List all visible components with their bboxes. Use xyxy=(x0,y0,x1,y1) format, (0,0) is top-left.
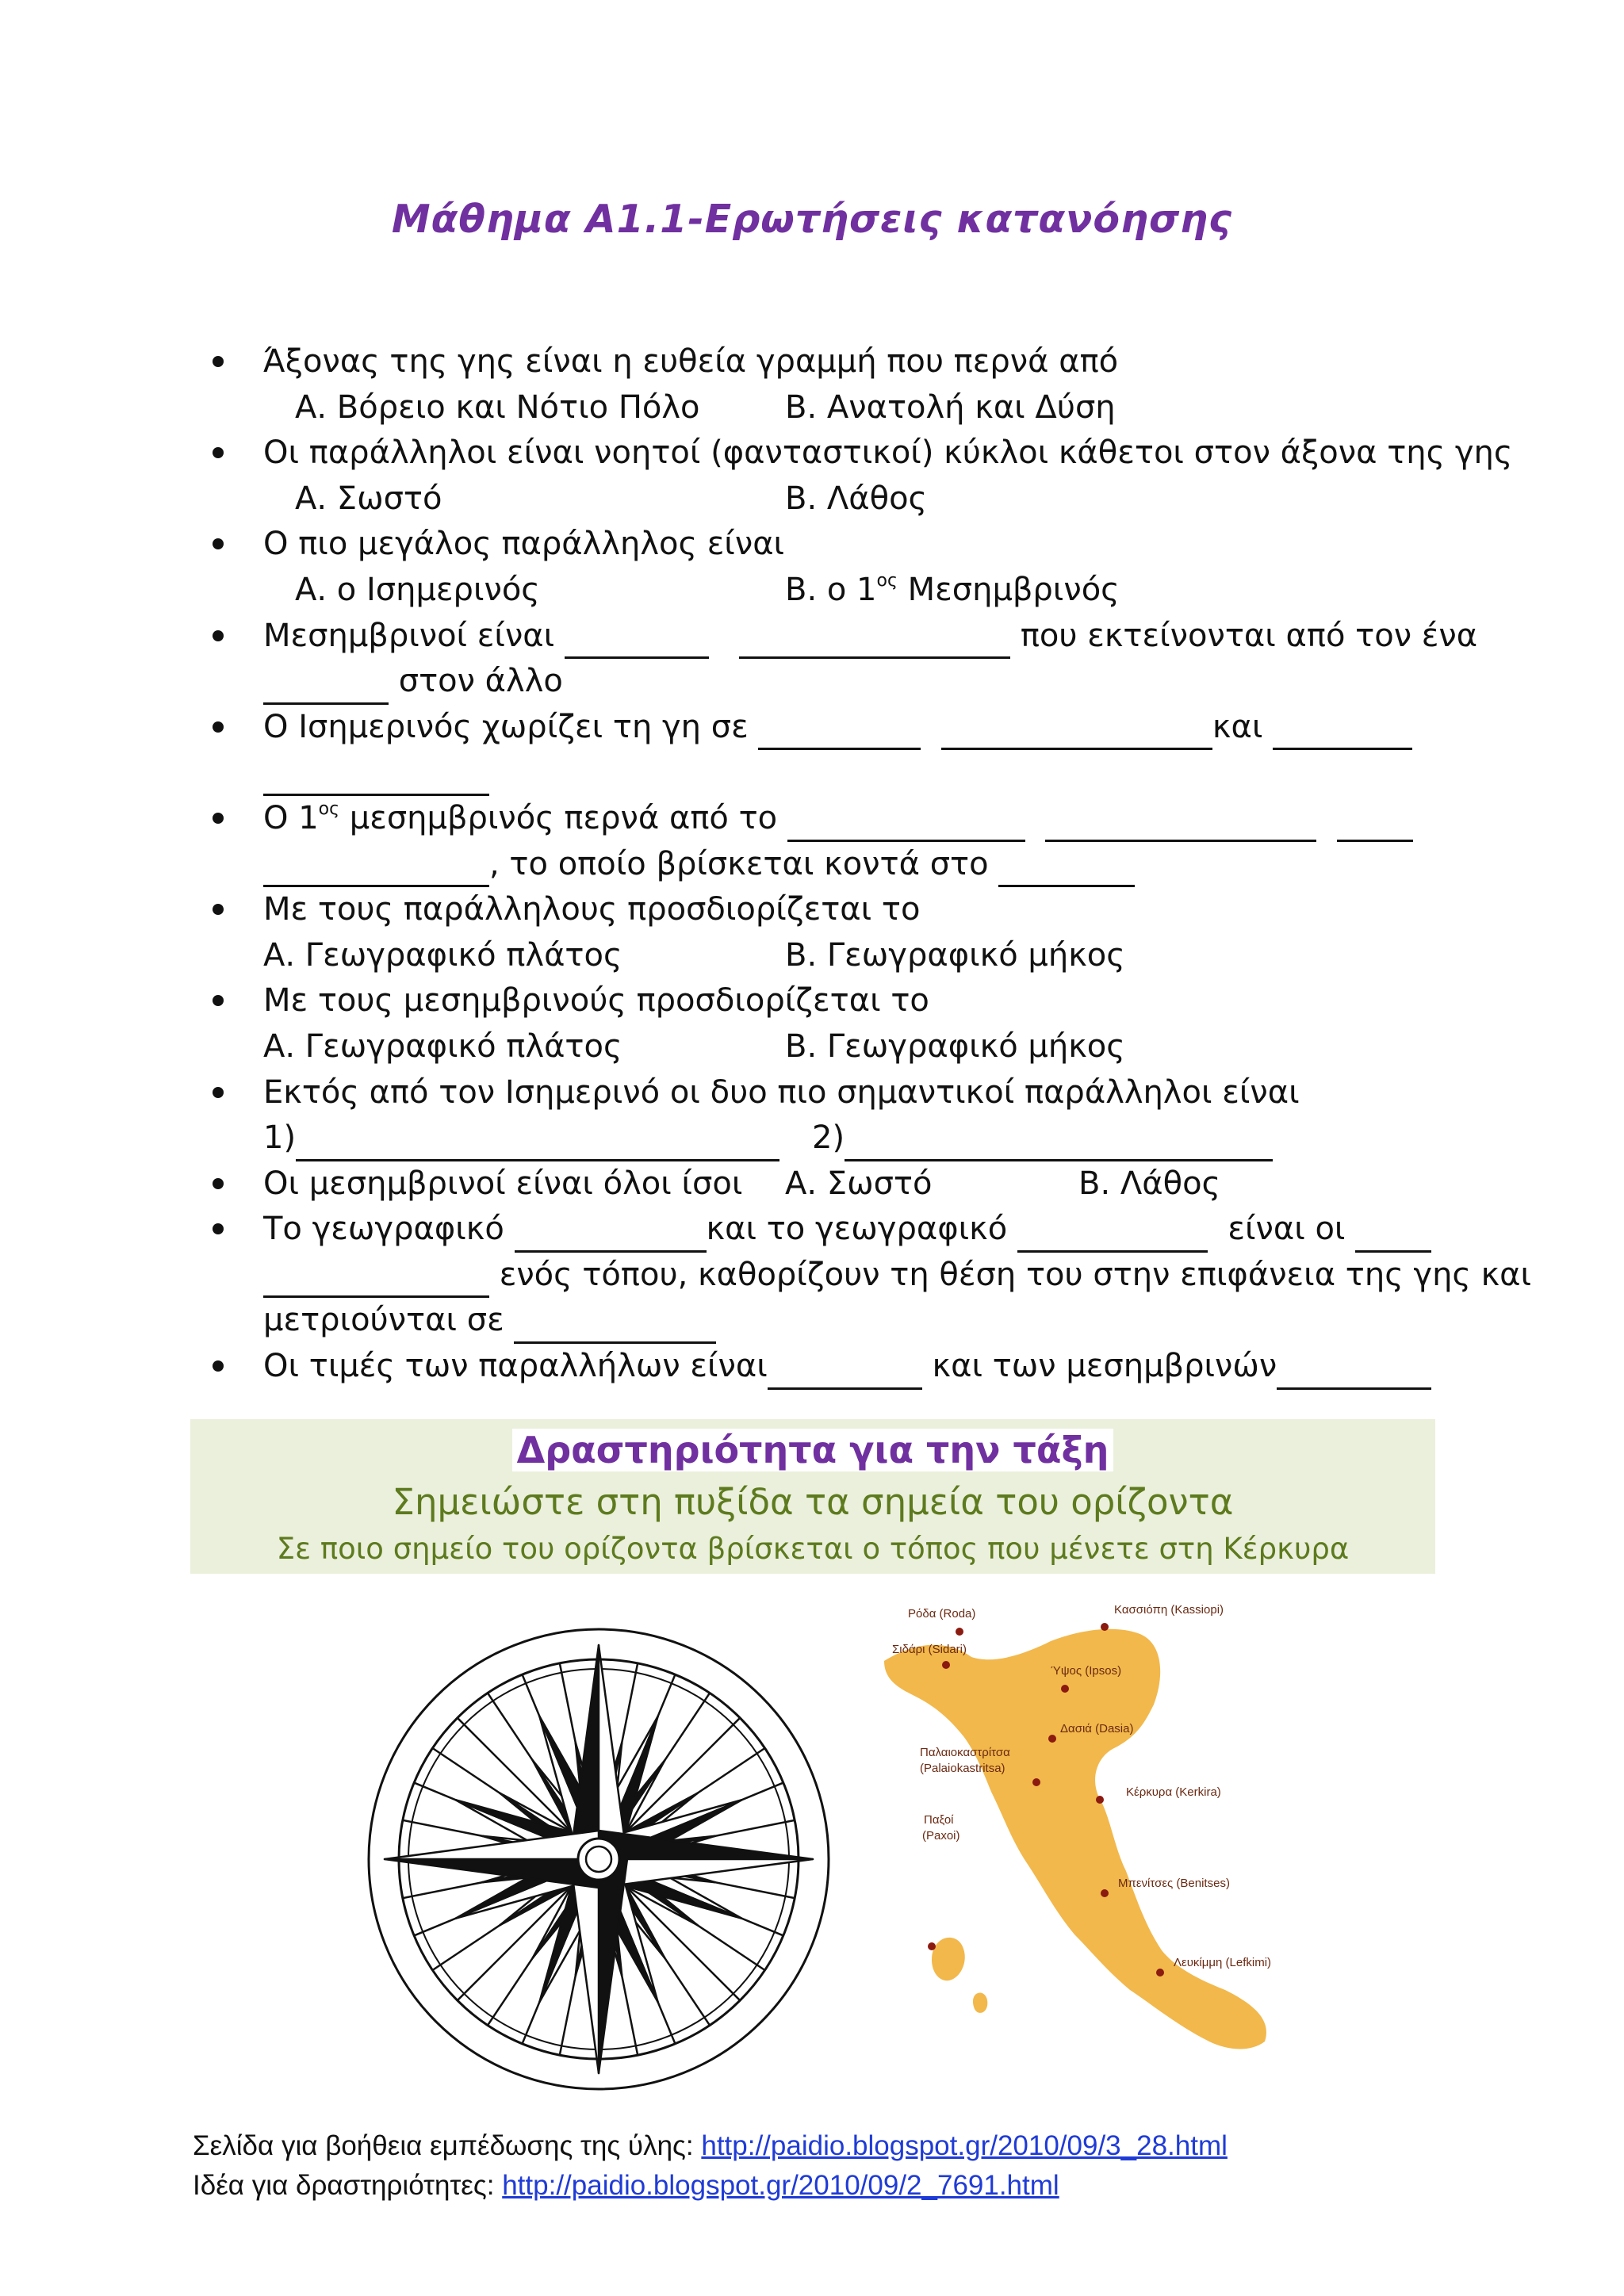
answer-blank[interactable] xyxy=(1277,1353,1431,1390)
label-lefkimi: Λευκίμμη (Lefkimi) xyxy=(1174,1956,1272,1969)
compass-point xyxy=(599,1831,813,1859)
map-marker xyxy=(942,1661,950,1669)
option-b[interactable] xyxy=(785,568,1120,614)
answer-blank[interactable] xyxy=(514,1307,716,1344)
question-text-cont: και xyxy=(1212,708,1263,745)
bullet xyxy=(213,1223,224,1234)
answer-blank[interactable] xyxy=(263,759,489,796)
label-kassiopi: Κασσιόπη (Kassiopi) xyxy=(1114,1603,1224,1617)
question-6 xyxy=(213,796,1450,842)
answer-blank[interactable] xyxy=(787,805,1025,842)
question-line xyxy=(263,1253,1531,1299)
bullet xyxy=(213,538,224,549)
activity-title: Δραστηριότητα για την τάξη xyxy=(512,1429,1114,1471)
question-text: Ο πιο μεγάλος παράλληλος είναι xyxy=(263,526,785,563)
question-9-answers xyxy=(213,1115,1450,1161)
option-b-prefix: Β. ο 1 xyxy=(785,571,877,608)
bullet xyxy=(213,721,224,733)
question-2 xyxy=(213,430,1513,476)
question-7 xyxy=(213,887,1450,933)
question-11-cont xyxy=(213,1298,1450,1344)
question-1-options xyxy=(213,385,1450,431)
option-a[interactable]: Α. Γεωγραφικό πλάτος xyxy=(263,936,622,974)
option-a[interactable]: Α. ο Ισημερινός xyxy=(295,571,540,608)
option-b-suffix: Μεσημβρινός xyxy=(897,571,1120,608)
answer-blank[interactable] xyxy=(263,850,489,887)
question-4-cont xyxy=(213,659,1450,705)
map-marker xyxy=(928,1942,936,1950)
label-sidari: Σιδάρι (Sidari) xyxy=(892,1643,967,1656)
bullet xyxy=(213,630,224,641)
question-11-cont xyxy=(213,1253,1532,1299)
question-line xyxy=(263,796,1413,842)
label-palaio1: Παλαιοκαστρίτσα xyxy=(920,1746,1010,1759)
question-12 xyxy=(213,1344,1450,1390)
activity-subtitle: Σημειώστε στη πυξίδα τα σημεία του ορίζοντα xyxy=(392,1481,1234,1523)
answer-blank[interactable] xyxy=(941,713,1212,750)
bullet xyxy=(213,447,224,458)
map-marker xyxy=(1048,1735,1056,1743)
question-9 xyxy=(213,1070,1450,1116)
question-11 xyxy=(213,1207,1450,1253)
label-benitses: Μπενίτσες (Benitses) xyxy=(1118,1877,1230,1890)
question-8 xyxy=(213,978,1450,1024)
bullet xyxy=(213,356,224,367)
question-3 xyxy=(213,522,1450,568)
option-a[interactable]: Α. Σωστό xyxy=(295,480,442,517)
answer-number: 2) xyxy=(812,1119,845,1157)
label-roda: Ρόδα (Roda) xyxy=(908,1607,976,1621)
footer-text: Ιδέα για δραστηριότητες: xyxy=(193,2170,503,2201)
paxoi-island-shape xyxy=(932,1938,965,1980)
question-line xyxy=(263,614,1477,660)
answer-blank[interactable] xyxy=(768,1353,922,1390)
label-dasia: Δασιά (Dasia) xyxy=(1060,1722,1134,1735)
compass-point xyxy=(599,1859,627,2073)
question-line xyxy=(263,1207,1431,1253)
answer-number: 1) xyxy=(263,1119,297,1157)
question-text-cont: είναι οι xyxy=(1228,1211,1346,1248)
compass-point xyxy=(599,1859,813,1888)
antipaxoi-island-shape xyxy=(973,1992,987,2012)
label-kerkyra: Κέρκυρα (Kerkira) xyxy=(1126,1785,1221,1799)
compass-point xyxy=(599,1645,627,1859)
question-text-end: μετριούνται σε xyxy=(263,1302,504,1339)
option-a[interactable]: Α. Σωστό xyxy=(785,1165,933,1202)
map-marker xyxy=(1101,1623,1109,1631)
activity-title-wrap xyxy=(190,1429,1435,1471)
answer-blank[interactable] xyxy=(263,1261,489,1298)
question-line xyxy=(263,842,1135,888)
answer-blank[interactable] xyxy=(998,850,1135,887)
question-text: Με τους μεσημβρινούς προσδιορίζεται το xyxy=(263,982,929,1020)
answer-blank[interactable] xyxy=(739,622,1010,659)
question-line xyxy=(263,659,563,705)
label-ipsos: Ύψος (Ipsos) xyxy=(1051,1664,1122,1678)
footer xyxy=(193,2126,1228,2206)
activity-box xyxy=(190,1419,1435,1574)
footer-line-2 xyxy=(193,2166,1228,2206)
question-6-cont xyxy=(213,842,1450,888)
compass-point xyxy=(385,1831,599,1859)
option-a[interactable]: Α. Γεωγραφικό πλάτος xyxy=(263,1027,622,1065)
question-text: Το γεωγραφικό xyxy=(263,1211,504,1248)
question-text: Οι μεσημβρινοί είναι όλοι ίσοι xyxy=(263,1165,743,1202)
answer-blank[interactable] xyxy=(263,668,389,705)
map-marker xyxy=(1101,1889,1109,1897)
answer-blank[interactable] xyxy=(296,1124,779,1161)
answer-1 xyxy=(263,1115,779,1161)
footer-line-1 xyxy=(193,2126,1228,2166)
question-text-end: , το οποίο βρίσκεται κοντά στο xyxy=(489,845,989,882)
answer-blank[interactable] xyxy=(1337,805,1413,842)
map-marker xyxy=(1032,1778,1040,1786)
bullet xyxy=(213,1087,224,1098)
footer-link-1[interactable]: http://paidio.blogspot.gr/2010/09/3_28.html xyxy=(701,2130,1228,2161)
label-paxoi2: (Paxoi) xyxy=(922,1829,960,1843)
answer-blank[interactable] xyxy=(845,1124,1273,1161)
compass-point xyxy=(570,1645,599,1859)
bullet xyxy=(213,813,224,824)
question-list xyxy=(213,339,1532,1390)
question-text: Με τους παράλληλους προσδιορίζεται το xyxy=(263,891,921,928)
option-b[interactable]: Β. Γεωγραφικό μήκος xyxy=(785,1027,1125,1065)
label-palaio2: (Palaiokastritsa) xyxy=(920,1762,1005,1775)
compass-point xyxy=(570,1859,599,2073)
answer-2 xyxy=(812,1115,1273,1161)
footer-text: Σελίδα για βοήθεια εμπέδωσης της ύλης: xyxy=(193,2130,702,2161)
bullet xyxy=(213,995,224,1006)
question-8-options xyxy=(213,1024,1450,1070)
question-4 xyxy=(213,614,1478,660)
question-text-end: στον άλλο xyxy=(398,663,563,700)
question-text-cont: που εκτείνονται από τον ένα xyxy=(1020,617,1478,654)
question-text: Άξονας της γης είναι η ευθεία γραμμή που περνά από xyxy=(263,343,1119,380)
answer-blank[interactable] xyxy=(1355,1215,1431,1253)
question-text: Οι παράλληλοι είναι νοητοί (φανταστικοί) κύκλοι κάθετοι στον άξονα της γης xyxy=(263,434,1513,472)
question-1 xyxy=(213,339,1450,385)
question-line xyxy=(263,1344,1431,1390)
activity-question: Σε ποιο σημείο του ορίζοντα βρίσκεται ο τόπος που μένετε στη Κέρκυρα xyxy=(276,1532,1350,1566)
bullet xyxy=(213,1360,224,1372)
question-text: Μεσημβρινοί είναι xyxy=(263,617,555,654)
bullet xyxy=(213,1178,224,1189)
answer-blank[interactable] xyxy=(515,1215,707,1253)
question-line xyxy=(263,750,489,796)
option-b[interactable]: Β. Λάθος xyxy=(1078,1165,1221,1202)
question-text-cont: μεσημβρινός περνά από το xyxy=(339,799,778,836)
answer-blank[interactable] xyxy=(1045,805,1316,842)
answer-blank[interactable] xyxy=(1273,713,1412,750)
question-text-cont: και το γεωγραφικό xyxy=(706,1211,1008,1248)
question-text: Ο 1 xyxy=(263,799,319,836)
question-5-cont xyxy=(213,750,1450,796)
ordinal-superscript: ος xyxy=(876,570,898,591)
answer-blank[interactable] xyxy=(565,622,709,659)
question-10 xyxy=(213,1161,1450,1207)
question-7-options xyxy=(213,933,1450,979)
question-text-cont: ενός τόπου, καθορίζουν τη θέση του στην επιφάνεια της γης και xyxy=(499,1256,1532,1293)
option-b[interactable]: Β. Γεωγραφικό μήκος xyxy=(785,936,1125,974)
question-line xyxy=(263,1298,716,1344)
label-paxoi1: Παξοί xyxy=(924,1813,954,1827)
question-text: Οι τιμές των παραλλήλων είναι xyxy=(263,1348,768,1385)
footer-link-2[interactable]: http://paidio.blogspot.gr/2010/09/2_7691.html xyxy=(502,2170,1059,2201)
option-b[interactable]: Β. Λάθος xyxy=(785,480,928,517)
compass-rose-image[interactable] xyxy=(361,1621,837,2097)
compass-point xyxy=(385,1859,599,1888)
option-b[interactable]: Β. Ανατολή και Δύση xyxy=(785,388,1116,426)
question-text-cont: και των μεσημβρινών xyxy=(932,1348,1277,1385)
answer-blank[interactable] xyxy=(1017,1215,1208,1253)
map-marker xyxy=(1061,1685,1069,1693)
map-marker xyxy=(956,1628,963,1636)
map-marker xyxy=(1156,1969,1164,1976)
question-3-options xyxy=(213,568,1450,614)
corfu-map-image[interactable] xyxy=(852,1586,1328,2061)
question-text: Εκτός από τον Ισημερινό οι δυο πιο σημαντικοί παράλληλοι είναι xyxy=(263,1073,1300,1111)
question-text: Ο Ισημερινός χωρίζει τη γη σε xyxy=(263,708,749,745)
bullet xyxy=(213,904,224,915)
answer-blank[interactable] xyxy=(758,713,921,750)
question-2-options xyxy=(213,476,1450,522)
option-a[interactable]: Α. Βόρειο και Νότιο Πόλο xyxy=(295,388,700,426)
map-marker xyxy=(1096,1796,1104,1804)
question-5 xyxy=(213,705,1450,751)
ordinal-superscript: ος xyxy=(318,798,340,819)
compass-hub-inner xyxy=(586,1846,611,1872)
question-line xyxy=(263,705,1412,751)
page-title: Μάθημα Α1.1-Ερωτήσεις κατανόησης xyxy=(391,197,1233,242)
